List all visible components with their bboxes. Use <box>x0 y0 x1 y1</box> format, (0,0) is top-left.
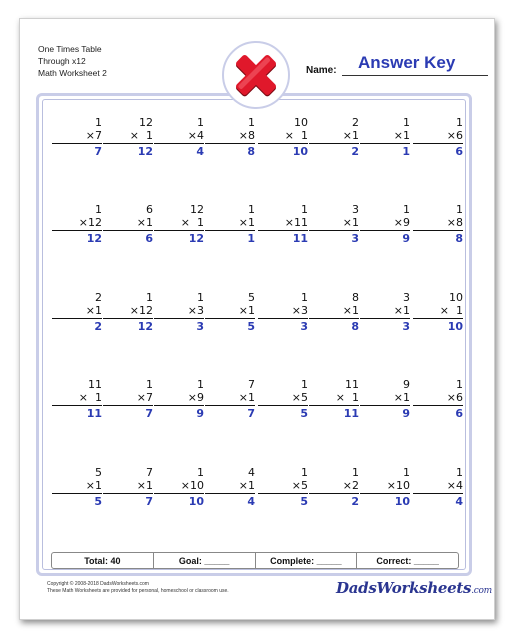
goal-cell: Goal: _____ <box>154 553 256 568</box>
copyright-line-2: These Math Worksheets are provided for personal, homeschool or classroom use. <box>47 587 229 594</box>
problem <box>258 203 308 245</box>
problem-answer: 10 <box>447 320 463 333</box>
problem-rule <box>309 318 359 319</box>
problem-top-number: 1 <box>456 466 463 479</box>
problem-top-number: 1 <box>146 291 153 304</box>
problem-multiplier: ×1 <box>85 304 102 317</box>
problem-rule <box>258 318 308 319</box>
complete-cell: Complete: _____ <box>256 553 358 568</box>
problem-rule <box>103 493 153 494</box>
problem-answer: 7 <box>145 407 153 420</box>
problem-top-number: 11 <box>345 378 359 391</box>
problem-top-number: 1 <box>403 466 410 479</box>
problem <box>205 378 255 420</box>
correct-cell: Correct: _____ <box>376 555 439 566</box>
problem-top-number: 1 <box>301 466 308 479</box>
name-label: Name: <box>306 65 337 76</box>
problem-answer: 8 <box>455 232 463 245</box>
problem-rule <box>154 493 204 494</box>
problem <box>413 203 463 245</box>
brand-main: DadsWorksheets <box>336 579 472 597</box>
problem-multiplier: × 1 <box>439 304 463 317</box>
problem-top-number: 1 <box>403 116 410 129</box>
problem-top-number: 10 <box>449 291 463 304</box>
problem <box>52 203 102 245</box>
problem-rule <box>258 143 308 144</box>
problem-rule <box>309 493 359 494</box>
problem-rule <box>205 143 255 144</box>
problem-multiplier: ×9 <box>187 391 204 404</box>
problem-rule <box>309 230 359 231</box>
score-bar <box>51 552 459 569</box>
problem-rule <box>52 405 102 406</box>
problem-rule <box>309 405 359 406</box>
problem-multiplier: ×1 <box>238 216 255 229</box>
problem-multiplier: ×1 <box>238 479 255 492</box>
problem-top-number: 2 <box>352 116 359 129</box>
problem-answer: 3 <box>351 232 359 245</box>
problem-answer: 3 <box>300 320 308 333</box>
problem-top-number: 3 <box>403 291 410 304</box>
problem <box>360 116 410 158</box>
problem-top-number: 1 <box>352 466 359 479</box>
title-line-3: Math Worksheet 2 <box>38 68 107 78</box>
problem-multiplier: ×1 <box>238 304 255 317</box>
problem-top-number: 1 <box>301 203 308 216</box>
problem-multiplier: ×1 <box>342 304 359 317</box>
worksheet-title <box>38 43 107 79</box>
brand-logo <box>336 579 492 597</box>
problem-rule <box>205 318 255 319</box>
problem-multiplier: ×1 <box>238 391 255 404</box>
problem-rule <box>413 493 463 494</box>
problem-answer: 12 <box>86 232 102 245</box>
problem-multiplier: ×9 <box>393 216 410 229</box>
problem-multiplier: ×2 <box>342 479 359 492</box>
problem-multiplier: × 1 <box>335 391 359 404</box>
copyright-notice <box>47 581 229 594</box>
problem-multiplier: × 1 <box>180 216 204 229</box>
problem-rule <box>103 318 153 319</box>
problem-top-number: 2 <box>95 291 102 304</box>
problem-multiplier: ×12 <box>129 304 153 317</box>
name-underline <box>342 75 488 76</box>
problem-top-number: 11 <box>88 378 102 391</box>
problem <box>52 291 102 333</box>
problem-multiplier: ×10 <box>180 479 204 492</box>
problem-rule <box>205 405 255 406</box>
problem <box>360 466 410 508</box>
problem <box>309 378 359 420</box>
problem <box>103 291 153 333</box>
problem <box>52 116 102 158</box>
problem-top-number: 6 <box>146 203 153 216</box>
problem-answer: 2 <box>94 320 102 333</box>
problem-answer: 7 <box>94 145 102 158</box>
problem-top-number: 1 <box>95 203 102 216</box>
problem-multiplier: ×3 <box>291 304 308 317</box>
problem <box>205 203 255 245</box>
problem-top-number: 12 <box>190 203 204 216</box>
problem-top-number: 1 <box>456 203 463 216</box>
problem-answer: 8 <box>247 145 255 158</box>
problem-top-number: 1 <box>456 116 463 129</box>
problem-multiplier: ×8 <box>238 129 255 142</box>
problem-rule <box>205 230 255 231</box>
problem-top-number: 1 <box>95 116 102 129</box>
problem-rule <box>52 318 102 319</box>
problem-top-number: 4 <box>248 466 255 479</box>
problem <box>154 291 204 333</box>
problem-multiplier: ×6 <box>446 391 463 404</box>
problem <box>360 291 410 333</box>
problem-multiplier: × 1 <box>129 129 153 142</box>
problem <box>413 116 463 158</box>
problem-top-number: 1 <box>456 378 463 391</box>
problem-top-number: 1 <box>248 116 255 129</box>
problem-rule <box>360 318 410 319</box>
problem-rule <box>154 143 204 144</box>
problem-multiplier: ×11 <box>284 216 308 229</box>
problem <box>258 378 308 420</box>
problem-multiplier: ×1 <box>393 129 410 142</box>
problem-top-number: 1 <box>248 203 255 216</box>
problem <box>103 116 153 158</box>
problem <box>154 466 204 508</box>
problem-multiplier: ×4 <box>446 479 463 492</box>
problem-rule <box>413 230 463 231</box>
problem <box>258 116 308 158</box>
problem-rule <box>205 493 255 494</box>
problem <box>103 378 153 420</box>
problem-multiplier: ×3 <box>187 304 204 317</box>
problem-multiplier: ×1 <box>136 216 153 229</box>
problem <box>154 378 204 420</box>
problem-multiplier: ×1 <box>393 391 410 404</box>
problem-answer: 5 <box>247 320 255 333</box>
problem-answer: 8 <box>351 320 359 333</box>
copyright-line-1: Copyright © 2008-2018 DadsWorksheets.com <box>47 581 149 587</box>
problem-multiplier: ×5 <box>291 391 308 404</box>
problem <box>103 203 153 245</box>
total-cell: Total: 40 <box>52 553 154 568</box>
problem-answer: 6 <box>455 145 463 158</box>
problem <box>205 291 255 333</box>
problem-answer: 2 <box>351 145 359 158</box>
problem-multiplier: ×1 <box>342 129 359 142</box>
problem-rule <box>258 405 308 406</box>
problem <box>309 291 359 333</box>
problem-answer: 6 <box>145 232 153 245</box>
problem-answer: 4 <box>455 495 463 508</box>
problem-rule <box>52 143 102 144</box>
problem-answer: 9 <box>196 407 204 420</box>
problem-answer: 11 <box>292 232 308 245</box>
problem-answer: 11 <box>343 407 359 420</box>
problem-top-number: 12 <box>139 116 153 129</box>
problem-rule <box>360 143 410 144</box>
problem <box>309 203 359 245</box>
problem <box>258 291 308 333</box>
problem <box>154 203 204 245</box>
problem-top-number: 8 <box>352 291 359 304</box>
problem-answer: 4 <box>196 145 204 158</box>
problem-rule <box>52 493 102 494</box>
problem-rule <box>258 493 308 494</box>
problem-top-number: 1 <box>197 466 204 479</box>
problem-top-number: 1 <box>197 291 204 304</box>
problem-answer: 5 <box>94 495 102 508</box>
problem-top-number: 5 <box>248 291 255 304</box>
problem-top-number: 7 <box>146 466 153 479</box>
problem-rule <box>360 230 410 231</box>
problem-rule <box>103 143 153 144</box>
problem <box>52 378 102 420</box>
problem <box>52 466 102 508</box>
problem-rule <box>258 230 308 231</box>
problem-multiplier: ×12 <box>78 216 102 229</box>
problem-rule <box>413 318 463 319</box>
problem-multiplier: ×1 <box>85 479 102 492</box>
problem <box>360 203 410 245</box>
problem-answer: 7 <box>247 407 255 420</box>
problem-rule <box>154 405 204 406</box>
problem-answer: 3 <box>402 320 410 333</box>
name-field <box>306 53 486 77</box>
problem-answer: 5 <box>300 407 308 420</box>
problem-multiplier: ×1 <box>342 216 359 229</box>
problem-multiplier: ×5 <box>291 479 308 492</box>
problem-top-number: 10 <box>294 116 308 129</box>
problem-answer: 1 <box>247 232 255 245</box>
problem-top-number: 1 <box>197 378 204 391</box>
problem <box>413 378 463 420</box>
answer-key-text: Answer Key <box>358 53 456 72</box>
problem-top-number: 1 <box>301 378 308 391</box>
problem-answer: 10 <box>394 495 410 508</box>
problem-rule <box>103 230 153 231</box>
problem-top-number: 1 <box>403 203 410 216</box>
problem-answer: 9 <box>402 232 410 245</box>
problem-rule <box>154 318 204 319</box>
problem-rule <box>413 405 463 406</box>
problem-multiplier: ×8 <box>446 216 463 229</box>
problem-answer: 10 <box>292 145 308 158</box>
problem-answer: 11 <box>86 407 102 420</box>
problem-multiplier: × 1 <box>284 129 308 142</box>
problem-multiplier: × 1 <box>78 391 102 404</box>
problem-answer: 12 <box>188 232 204 245</box>
problem-answer: 1 <box>402 145 410 158</box>
problem-multiplier: ×4 <box>187 129 204 142</box>
problem <box>258 466 308 508</box>
problem-answer: 2 <box>351 495 359 508</box>
problem-multiplier: ×1 <box>136 479 153 492</box>
problem-answer: 9 <box>402 407 410 420</box>
problem-rule <box>413 143 463 144</box>
problem <box>205 116 255 158</box>
problem-answer: 10 <box>188 495 204 508</box>
brand-suffix: .com <box>471 586 492 596</box>
problem-rule <box>360 493 410 494</box>
problem-rule <box>154 230 204 231</box>
problem-rule <box>103 405 153 406</box>
problem-answer: 12 <box>137 145 153 158</box>
problem-rule <box>309 143 359 144</box>
problem <box>413 291 463 333</box>
problem-top-number: 1 <box>301 291 308 304</box>
problem <box>205 466 255 508</box>
problem-top-number: 5 <box>95 466 102 479</box>
problem-rule <box>52 230 102 231</box>
problem <box>309 116 359 158</box>
problem-answer: 5 <box>300 495 308 508</box>
problem-rule <box>360 405 410 406</box>
problem-answer: 12 <box>137 320 153 333</box>
problem-multiplier: ×6 <box>446 129 463 142</box>
problem-multiplier: ×7 <box>85 129 102 142</box>
problem-answer: 7 <box>145 495 153 508</box>
problem-top-number: 9 <box>403 378 410 391</box>
problem-multiplier: ×7 <box>136 391 153 404</box>
title-line-1: One Times Table <box>38 44 102 54</box>
problem-multiplier: ×10 <box>386 479 410 492</box>
title-line-2: Through x12 <box>38 56 86 66</box>
problem-top-number: 1 <box>146 378 153 391</box>
problem <box>413 466 463 508</box>
problem-top-number: 1 <box>197 116 204 129</box>
red-x-icon <box>222 41 290 109</box>
problem-answer: 3 <box>196 320 204 333</box>
problem-multiplier: ×1 <box>393 304 410 317</box>
problem <box>360 378 410 420</box>
problem-answer: 6 <box>455 407 463 420</box>
problem <box>103 466 153 508</box>
problem <box>154 116 204 158</box>
problem <box>309 466 359 508</box>
problem-answer: 4 <box>247 495 255 508</box>
problem-top-number: 3 <box>352 203 359 216</box>
problem-top-number: 7 <box>248 378 255 391</box>
